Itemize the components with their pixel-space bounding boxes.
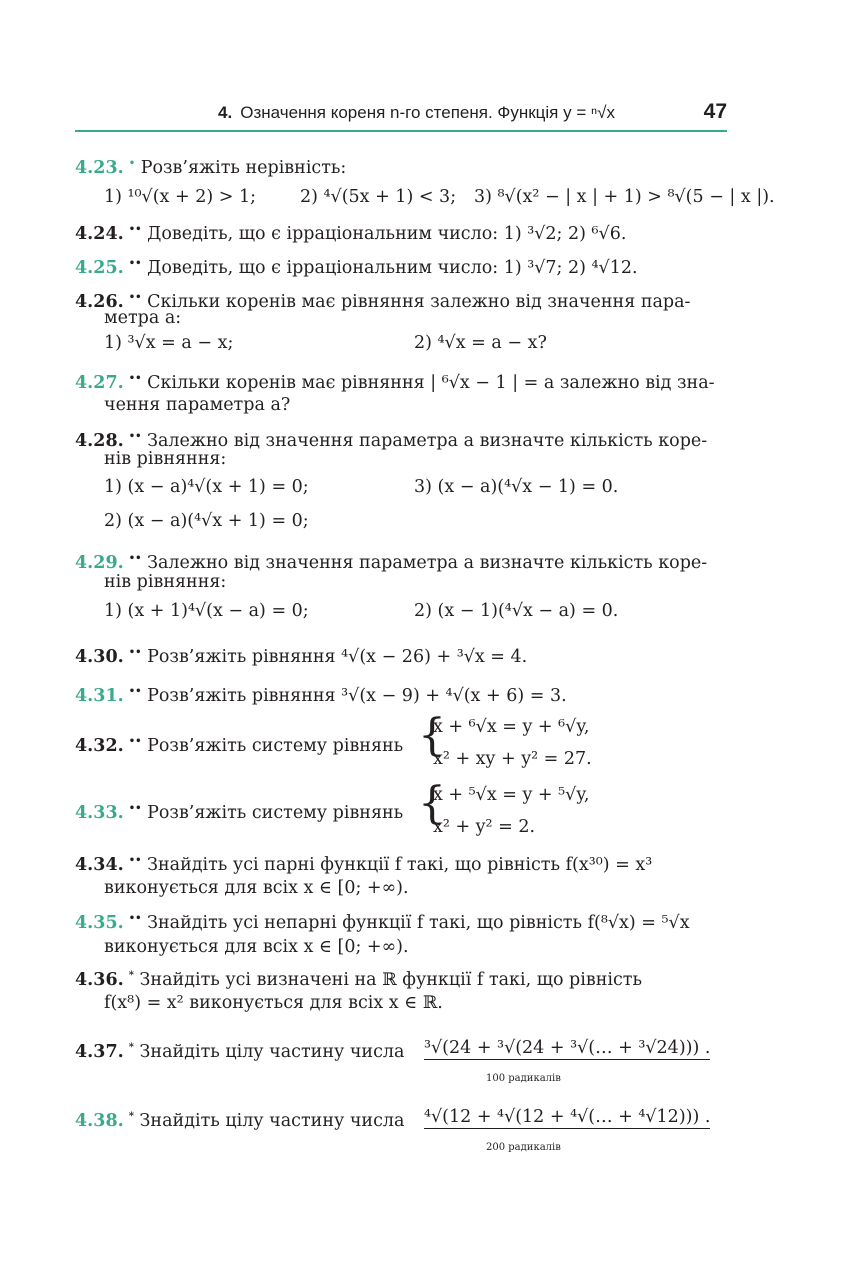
problem-4-37 <box>75 1037 404 1063</box>
problem-number: 4.25. <box>75 257 124 278</box>
difficulty-mark: * <box>128 1042 134 1053</box>
difficulty-mark: •• <box>128 913 142 924</box>
difficulty-mark: •• <box>128 686 142 697</box>
problem-text: Розв’яжіть систему рівнянь <box>147 735 404 756</box>
problem-text: Знайдіть усі парні функції f такі, що рівність f(x³⁰) = x³ <box>147 854 653 875</box>
problem-4-29-item-1: 1) (x + 1)⁴√(x − a) = 0; <box>104 601 309 621</box>
problem-4-30 <box>75 642 527 668</box>
problem-text: Розв’яжіть нерівність: <box>140 157 347 178</box>
section-title-text: Означення кореня n-го степеня. Функція y = ⁿ√x <box>240 103 615 122</box>
problem-4-28-item-1: 1) (x − a)⁴√(x + 1) = 0; <box>104 477 309 497</box>
problem-text: Розв’яжіть систему рівнянь <box>147 802 404 823</box>
problem-text: Знайдіть цілу частину числа <box>139 1041 405 1062</box>
problem-4-24 <box>75 219 626 245</box>
problem-4-32 <box>75 731 403 757</box>
problem-4-26-item-2: 2) ⁴√x = a − x? <box>414 333 547 353</box>
difficulty-mark: •• <box>128 373 142 384</box>
problem-4-26-item-1: 1) ³√x = a − x; <box>104 333 234 353</box>
difficulty-mark: •• <box>128 803 142 814</box>
underbrace-label: 100 радикалів <box>486 1073 561 1084</box>
problem-4-32-eq-2: x² + xy + y² = 27. <box>433 749 592 769</box>
difficulty-mark: •• <box>128 553 142 564</box>
problem-4-23 <box>75 153 346 179</box>
problem-4-33-eq-2: x² + y² = 2. <box>433 817 536 837</box>
problem-number: 4.28. <box>75 430 124 451</box>
problem-4-32-eq-1: x + ⁶√x = y + ⁶√y, <box>433 717 590 737</box>
problem-4-34-text-cont: виконується для всіх x ∈ [0; +∞). <box>104 878 409 898</box>
difficulty-mark: •• <box>128 855 142 866</box>
system-brace: { <box>418 778 446 829</box>
problem-text: Доведіть, що є ірраціональним число: 1) ³√2; 2) ⁶√6. <box>147 223 627 244</box>
problem-number: 4.32. <box>75 735 124 756</box>
problem-4-29-text-cont: нів рівняння: <box>104 572 227 592</box>
problem-text: Розв’яжіть рівняння ³√(x − 9) + ⁴√(x + 6) = 3. <box>147 685 567 706</box>
problem-text: Доведіть, що є ірраціональним число: 1) ³√7; 2) ⁴√12. <box>147 257 638 278</box>
problem-4-26-text-cont: метра a: <box>104 308 182 328</box>
problem-4-25 <box>75 253 638 279</box>
problem-text: Знайдіть усі визначені на ℝ функції f такі, що рівність <box>139 969 642 990</box>
nested-radical-expression: ³√(24 + ³√(24 + ³√(… + ³√24))) . <box>424 1038 711 1058</box>
problem-text: Знайдіть усі непарні функції f такі, що рівність f(⁸√x) = ⁵√x <box>147 912 690 933</box>
problem-4-29 <box>75 548 707 574</box>
problem-4-31 <box>75 681 567 707</box>
problem-4-28-text-cont: нів рівняння: <box>104 449 227 469</box>
problem-4-33-eq-1: x + ⁵√x = y + ⁵√y, <box>433 785 590 805</box>
problem-text: Скільки коренів має рівняння залежно від значення пара- <box>147 291 691 312</box>
problem-4-27-text-cont: чення параметра a? <box>104 395 291 415</box>
problem-number: 4.31. <box>75 685 124 706</box>
problem-text: Скільки коренів має рівняння | ⁶√x − 1 | = a залежно від зна- <box>147 372 715 393</box>
problem-4-23-item-1: 1) ¹⁰√(x + 2) > 1; <box>104 187 256 207</box>
section-number: 4. <box>218 103 233 122</box>
problem-4-28-item-3: 3) (x − a)(⁴√x − 1) = 0. <box>414 477 619 497</box>
problem-number: 4.23. <box>75 157 124 178</box>
problem-4-36-text-cont: f(x⁸) = x² виконується для всіх x ∈ ℝ. <box>104 993 443 1013</box>
problem-number: 4.33. <box>75 802 124 823</box>
problem-number: 4.37. <box>75 1041 124 1062</box>
difficulty-mark: •• <box>128 258 142 269</box>
problem-text: Розв’яжіть рівняння ⁴√(x − 26) + ³√x = 4. <box>147 646 528 667</box>
difficulty-mark: •• <box>128 736 142 747</box>
problem-number: 4.38. <box>75 1110 124 1131</box>
problem-text: Залежно від значення параметра a визначте кількість коре- <box>147 552 708 573</box>
problem-number: 4.36. <box>75 969 124 990</box>
problem-number: 4.24. <box>75 223 124 244</box>
nested-radical-expression: ⁴√(12 + ⁴√(12 + ⁴√(… + ⁴√12))) . <box>424 1107 711 1127</box>
problem-4-36 <box>75 965 642 991</box>
problem-number: 4.34. <box>75 854 124 875</box>
difficulty-mark: •• <box>128 431 142 442</box>
problem-4-29-item-2: 2) (x − 1)(⁴√x − a) = 0. <box>414 601 619 621</box>
problem-4-28-item-2: 2) (x − a)(⁴√x + 1) = 0; <box>104 511 309 531</box>
difficulty-mark: • <box>128 158 136 169</box>
page-header <box>75 100 727 132</box>
problem-number: 4.30. <box>75 646 124 667</box>
system-brace: { <box>418 710 446 761</box>
problem-4-38 <box>75 1106 404 1132</box>
problem-number: 4.26. <box>75 291 124 312</box>
page-number: 47 <box>703 100 727 123</box>
problem-text: Знайдіть цілу частину числа <box>139 1110 405 1131</box>
problem-4-23-item-3: 3) ⁸√(x² − | x | + 1) > ⁸√(5 − | x |). <box>474 187 775 207</box>
problem-4-35-text-cont: виконується для всіх x ∈ [0; +∞). <box>104 937 409 957</box>
difficulty-mark: •• <box>128 292 142 303</box>
problem-4-23-item-2: 2) ⁴√(5x + 1) < 3; <box>300 187 457 207</box>
difficulty-mark: * <box>128 970 134 981</box>
difficulty-mark: * <box>128 1111 134 1122</box>
problem-4-34 <box>75 850 652 876</box>
problem-number: 4.27. <box>75 372 124 393</box>
problem-number: 4.29. <box>75 552 124 573</box>
problem-4-35 <box>75 908 690 934</box>
difficulty-mark: •• <box>128 647 142 658</box>
problem-4-33 <box>75 798 403 824</box>
difficulty-mark: •• <box>128 224 142 235</box>
problem-4-27 <box>75 368 715 394</box>
section-title <box>218 103 615 123</box>
underbrace-label: 200 радикалів <box>486 1142 561 1153</box>
problem-number: 4.35. <box>75 912 124 933</box>
problem-text: Залежно від значення параметра a визначте кількість коре- <box>147 430 708 451</box>
